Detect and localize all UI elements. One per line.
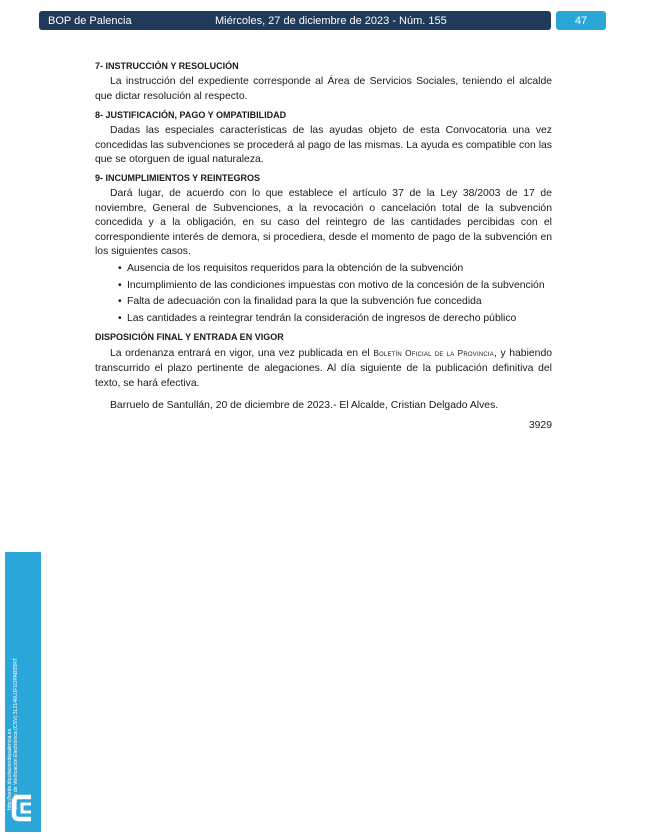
section-title-final: DISPOSICIÓN FINAL Y ENTRADA EN VIGOR	[95, 332, 284, 343]
section-title-9: 9- INCUMPLIMIENTOS Y REINTEGROS	[95, 172, 261, 183]
signature-line: Barruelo de Santullán, 20 de diciembre de 2023.- El Alcalde, Cristian Delgado Alves.	[110, 400, 499, 412]
verification-text	[0, 610, 36, 810]
verification-line-1: Firmado electrónicamente. Puede consultar su autenticidad en:	[0, 664, 6, 810]
document-body	[95, 60, 552, 433]
publication-name: BOP de Palencia	[48, 14, 132, 27]
diputacion-logo-icon	[11, 793, 35, 823]
verification-line-3: Código de Verificación Electrónica (CSV):3L2146UJF1OPAB05RT	[13, 657, 20, 810]
list-item: • Las cantidades a reintegrar tendrán la consideración de ingresos de derecho público	[118, 311, 552, 328]
bullet-list	[95, 261, 552, 327]
page-number: 47	[556, 11, 606, 30]
section-text-9: Dará lugar, de acuerdo con lo que establece el artículo 37 de la Ley 38/2003 de 17 de noviembre, General de Subvenciones, a la revocación o cancelación total de la subvención concedida y a la obligación, en su caso del reintegro de las cantidades percibidas con el correspondiente interés de demora, si procediera, desde el momento de pago de la subvención en los siguientes casos.	[95, 187, 552, 258]
boletin-smallcaps: Boletín Oficial de la Provincia	[373, 348, 495, 359]
bullet-icon: •	[118, 312, 122, 324]
header-bar	[39, 11, 551, 30]
section-text-7: La instrucción del expediente corresponde al Área de Servicios Sociales, teniendo el alcalde que dictar resolución al respecto.	[95, 76, 552, 102]
section-title-7: 7- INSTRUCCIÓN Y RESOLUCIÓN	[95, 61, 239, 71]
list-item: • Falta de adecuación con la finalidad para la que la subvención fue concedida	[118, 294, 552, 311]
bullet-icon: •	[118, 296, 122, 308]
verification-line-2: http://sede.diputaciondepalencia.es	[6, 728, 13, 810]
list-item: • Ausencia de los requisitos requeridos para la obtención de la subvención	[118, 261, 552, 278]
section-text-final: La ordenanza entrará en vigor, una vez publicada en el Boletín Oficial de la Provincia, y habiendo transcurrido el plazo pertinente de alegaciones. Al día siguiente de la publicación definitiva del texto, se hará efectiva.	[95, 348, 552, 389]
list-item: • Incumplimiento de las condiciones impuestas con motivo de la concesión de la subvención	[118, 278, 552, 295]
reference-number: 3929	[528, 419, 552, 431]
section-title-8: 8- JUSTIFICACIÓN, PAGO Y OMPATIBILIDAD	[95, 110, 287, 121]
issue-date: Miércoles, 27 de diciembre de 2023 - Núm. 155	[215, 14, 447, 27]
section-text-8: Dadas las especiales características de las ayudas objeto de esta Convocatoria una vez concedidas las subvenciones se procederá al pago de las mismas. La ayuda es compatible con las que se otorguen de igual naturaleza.	[95, 125, 552, 166]
bullet-icon: •	[118, 262, 122, 274]
bullet-icon: •	[118, 279, 122, 291]
